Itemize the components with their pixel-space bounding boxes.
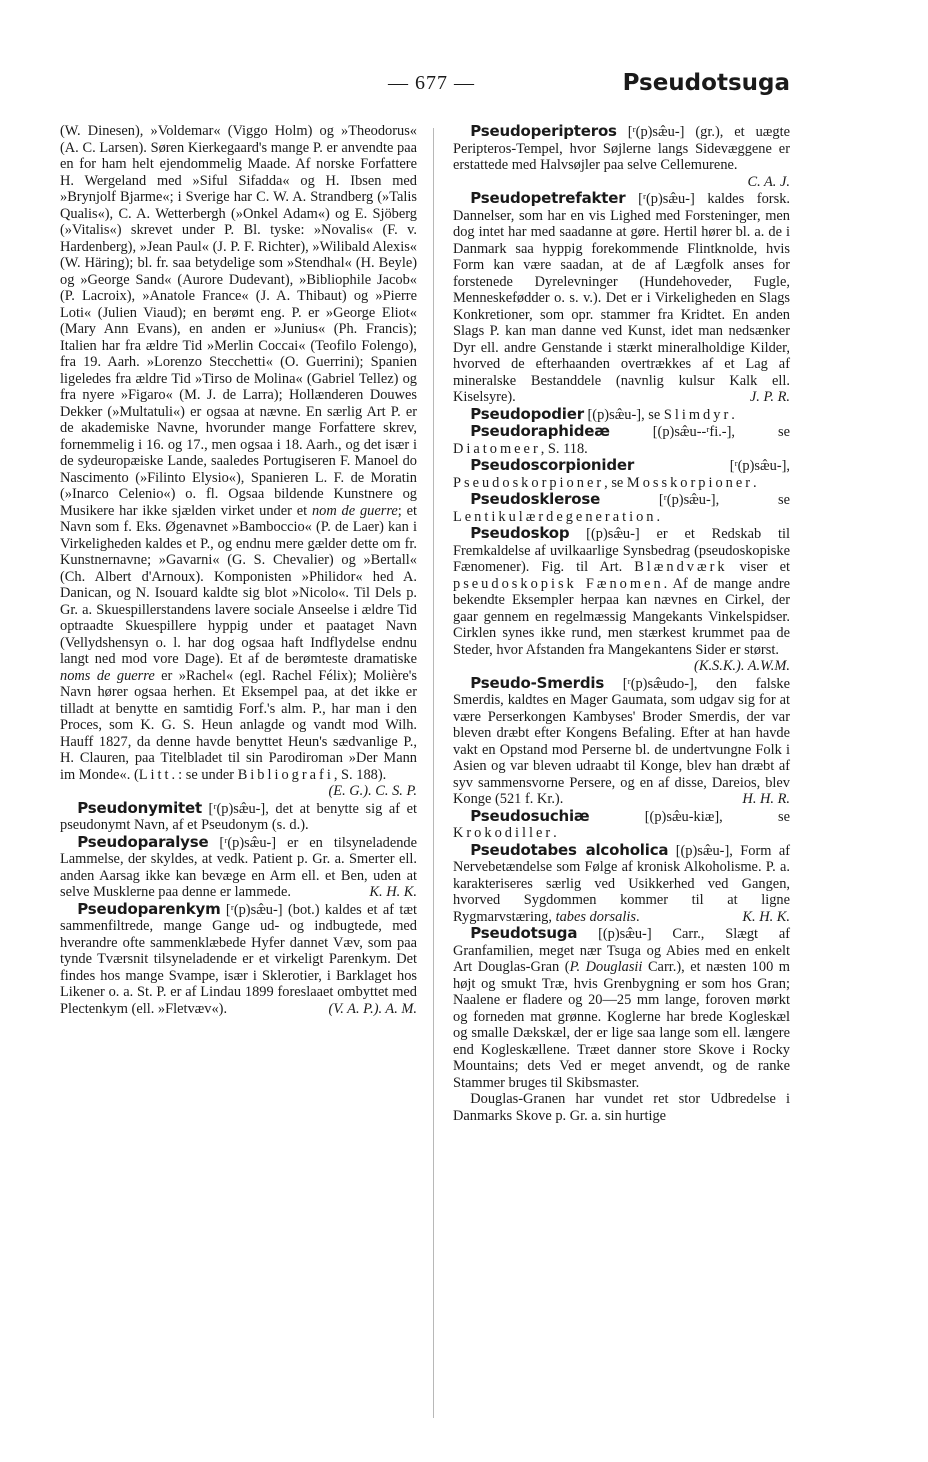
- author-signature: K. H. K.: [369, 884, 417, 900]
- headword: Pseudoperipteros: [470, 122, 617, 140]
- column-divider: [433, 128, 434, 1418]
- entry-pseudotabes-alcoholica: Pseudotabes alcoholica [(p)sæ̂u-], Form af Nervebetændelse som Følge af kronisk Alkoholisme. P. a. karakteriseres særlig ved Usikkerhed ved Gangen, hvorved Sygdommen kommer til at ligne Rygmarvstæring, tabes dorsalis. K. H. K.: [453, 840, 790, 925]
- entry-pseudoraphideae: Pseudoraphideæ [(p)sæ̂u--ʳfi.-], se Diatomeer, S. 118.: [453, 422, 790, 457]
- running-head: Pseudotsuga: [622, 70, 790, 96]
- headword: Pseudotsuga: [470, 924, 578, 942]
- headword: Pseudosklerose: [470, 490, 601, 508]
- headword: Pseudoparalyse: [77, 832, 209, 851]
- entry-pseudoscorpionider: Pseudoscorpionider [ʳ(p)sæ̂u-], Pseudoskorpioner, se Mosskorpioner.: [453, 456, 790, 491]
- entry-pseudotsuga-continued: Douglas-Granen har vundet ret stor Udbredelse i Danmarks Skove p. Gr. a. sin hurtige: [453, 1091, 790, 1124]
- continued-entry-pseudonym: (W. Dinesen), »Voldemar« (Viggo Holm) og »Theodorus« (A. C. Larsen). Søren Kierkegaard's mange P. er anvendte paa en for ham helt ejendommelig Maade. Af norske Forfattere H. Wergeland med »Siful Sifadda« og H. Ibsen med »Brynjolf Bjarme«; i Sverige har C. W. A. Strandberg (»Talis Qualis«), C. A. Wetterbergh (»Onkel Adam«) og E. Sjöberg (»Vitalis«) skrevet under P. Bl. tyske: »Novalis« (F. v. Hardenberg), »Jean Paul« (J. P. F. Richter), »Wilibald Alexis« (W. Häring); bl. fr. saa betydelige som »Stendhal« (H. Beyle) og »George Sand« (Aurore Dudevant), »Bibliophile Jacob« (P. Lacroix), »Anatole France« (J. A. Thibaut) og »Pierre Loti« (Julien Viaud); en berømt eng. P. er »George Eliot« (Mary Ann Evans), en anden er »Junius« (Ph. Francis); Italien har fra ældre Tid »Merlin Coccai« (Teofilo Folengo), fra 19. Aarh. »Lorenzo Stecchetti« (O. Guerrini); Spanien ligeledes fra ældre Tid »Tirso de Molina« (Gabriel Tellez) og fra nyere »Figaro« (M. J. de Larra); Hollænderen Douwes Dekker (»Multatuli«) er ogsaa at nævne. En særlig Art P. er de akademiske Navne, hvorunder mange Forfattere skrev, fornemmelig i 16. og 17., men ogsaa i 18. Aarh., og det især i de sydeuropæiske Lande, saaledes Portugiseren F. Manoel do Nascimento (»Filinto Elysio«), Spanieren L. F. de Moratin (»Inarco Celenio«) o. fl. Ogsaa bildende Kunstnere og Musikere har ikke sjælden virket under et nom de guerre; et Navn som f. Eks. Øgenavnet »Bamboccio« (P. de Laer) kan i Virkeligheden kaldes et P., og endnu mere gælder dette om fr. Kunstnernavne; »Gavarni« (G. S. Chevalier) og »Bertall« (Ch. Albert d'Arnoux). Komponisten »Philidor« hed A. Danican, og N. Isouard kaldte sig blot »Nicolo«. Til Dels p. Gr. a. Skuespillerstandens lavere sociale Anseelse i ældre Tid optraadte Skuespillere hyppig under et paataget Navn (Vellydshensyn o. l. har dog ogsaa haft Indflydelse endnu langt ned mod vore Dage). Et af de berømteste dramatiske noms de guerre er »Rachel« (egl. Rachel Félix); Molière's Navn hører ogsaa herhen. Et Eksempel paa, at det ikke er tilladt at benytte en samtidig Forf.'s alm. P., har man i den Proces, som K. G. S. Heun anlagde og vandt mod Wilh. Hauff 1827, da denne havde benyttet Heun's sædvanlige P., H. Clauren, paa Titelbladet til sin Parodiroman »Der Mann im Monde«. (Litt.: se under Bibliografi, S. 188). (E. G.). C. S. P.: [60, 123, 418, 799]
- entry-pseudoparalyse: Pseudoparalyse [ʳ(p)sæ̂u-] er en tilsyneladende Lammelse, der skyldes, at vedk. Patient p. Gr. a. Smerter ell. anden Aarsag ikke kan bevæge en Arm ell. et Ben, uden at selve Musklerne paa denne er lammede. K. H. K.: [60, 832, 417, 900]
- headword: Pseudoparenkym: [77, 899, 221, 918]
- entry-pseudoskop: Pseudoskop [(p)sæ̂u-] er et Redskab til Fremkaldelse af uvilkaarlige Synsbedrag (pseudoskopiske Fænomener). Fig. til Art. Blændværk viser et pseudoskopisk Fænomen. Af de mange andre bekendte Eksempler herpaa kan nævnes en Cirkel, der gaar gennem en regelmæssig Mangekants Vinkelspidser. Cirklen synes ikke rund, men stærkest krummet paa de Steder, hvor Afstanden fra Mangekantens Sider er størst. (K.S.K.). A.W.M.: [453, 524, 790, 674]
- author-signature: K. H. K.: [742, 908, 790, 925]
- author-signature: C. A. J.: [747, 173, 790, 190]
- headword: Pseudotabes alcoholica: [470, 840, 669, 859]
- entry-pseudonymitet: Pseudonymitet [ʳ(p)sæ̂u-], det at benytte sig af et pseudonymt Navn, af et Pseudonym (s. d.).: [60, 798, 417, 833]
- entry-pseudo-smerdis: Pseudo-Smerdis [ʳ(p)sæ̂udo-], den falske Smerdis, kaldtes en Mager Gaumata, som udgav sig for at være Perserkongen Kambyses' Broder Smerdis, der var bleven dræbt efter Kongens Befaling. Efter at han havde vakt en Opstand mod Perserne bl. de undertvungne Folk i Asien og var bleven udraabt til Konge, blev han dræbt af syv sammensvorne Persere, og en af disse, Dareios, blev Konge (521 f. Kr.). H. H. R.: [453, 673, 790, 807]
- cross-reference: Slimdyr: [663, 406, 732, 423]
- entry-pseudoparenkym: Pseudoparenkym [ʳ(p)sæ̂u-] (bot.) kaldes et af tæt sammenfiltrede, mange Gange ud- og indbugtede, med hverandre ofte sammenklæbede Hyfer dannet Væv, som paa tynde Tværsnit tilsyneladende er et virkeligt Parenkym. Det findes hos mange Svampe, især i Sklerotier, i Barklaget hos Likener o. a. St. P. er af Lindau 1899 foreslaaet ombyttet med Plectenkym (ell. »Fletvæv«). (V. A. P.). A. M.: [60, 899, 417, 1017]
- page-header: [60, 72, 790, 102]
- entry-pseudopodier: Pseudopodier [(p)sæ̂u-], se Slimdyr.: [470, 404, 735, 423]
- entry-pseudopetrefakter: Pseudopetrefakter [ʳ(p)sæ̂u-] kaldes forsk. Dannelser, som har en vis Lighed med Forsteninger, men dog intet har med saadanne at gøre. Hertil hører bl. a. de i Danmark saa hyppig forekommende Flintknolde, hvis Form kan være saadan, at de af Lægfolk anses for forstenede Dyrelevninger (Hundehoveder, Fugle, Menneskefødder o. s. v.). Det er i Virkeligheden en Slags Konkretioner, som opr. stammer fra Kridtet. En anden Slags P. kan man danne ved Kunst, idet man nedsænker Dyr ell. andre Genstande i stærkt mineralholdige Kilder, hvorved de efterhaanden overtrækkes af et Lag af mineralske Bestanddele (navnlig kulsur Kalk ell. Kiselsyre). J. P. R.: [453, 189, 790, 405]
- headword: Pseudo-Smerdis: [470, 673, 605, 692]
- page-number: — 677 —: [388, 72, 475, 94]
- left-column: [60, 123, 417, 1017]
- cross-reference: Diatomeer: [453, 440, 541, 457]
- cross-reference: pseudoskopisk Fænomen: [453, 575, 664, 592]
- entry-pseudotsuga: Pseudotsuga [(p)sæ̂u-] Carr., Slægt af Granfamilien, meget nær Tsuga og Abies med en enkelt Art Douglas-Gran (P. Douglasii Carr.), et næsten 100 m højt og smukt Træ, hvis Grenbygning er som hos Gran; Naalene er fladere og 20—25 mm lange, foroven mørkt og forneden mat grønne. Koglerne har brede Kogleskæl og smalle Dækskæl, der er lige saa lange som ell. længere end Kogleskællene. Træet danner store Skove i Rocky Mountains; dets Ved er meget anvendt, og de ranke Stammer bruges til Skibsmaster.: [453, 924, 790, 1091]
- author-signature: (V. A. P.). A. M.: [328, 1000, 417, 1017]
- author-signature: (K.S.K.). A.W.M.: [694, 658, 790, 674]
- headword: Pseudonymitet: [77, 798, 202, 817]
- right-column: [453, 123, 790, 1124]
- entry-pseudoperipteros: Pseudoperipteros [ʳ(p)sæ̂u-] (gr.), et uægte Peripteros-Tempel, hvor Søjlerne langs Sidevæggene er erstattede med Halvsøjler paa selve Cellemurene. C. A. J.: [453, 122, 790, 190]
- headword: Pseudoskop: [470, 524, 570, 542]
- headword: Pseudosuchiæ: [470, 806, 590, 825]
- cross-reference: Krokodiller: [453, 825, 554, 841]
- headword: Pseudopetrefakter: [470, 189, 626, 207]
- author-signature: (E. G.). C. S. P.: [328, 783, 417, 799]
- author-signature: H. H. R.: [742, 791, 790, 807]
- author-signature: J. P. R.: [749, 389, 790, 405]
- headword: Pseudopodier: [470, 404, 584, 423]
- entry-pseudosklerose: Pseudosklerose [ʳ(p)sæ̂u-], se Lentikulærdegeneration.: [453, 490, 790, 525]
- headword: Pseudoscorpionider: [470, 456, 635, 474]
- cross-reference: Lentikulærdegeneration: [453, 508, 657, 525]
- cross-reference: Blændværk: [634, 559, 728, 575]
- headword: Pseudoraphideæ: [470, 422, 610, 440]
- cross-reference: Pseudoskorpioner: [453, 474, 605, 491]
- cross-reference: Mosskorpioner: [626, 474, 754, 491]
- entry-pseudosuchiae: Pseudosuchiæ [(p)sæ̂u-kiæ], se Krokodiller.: [453, 806, 790, 841]
